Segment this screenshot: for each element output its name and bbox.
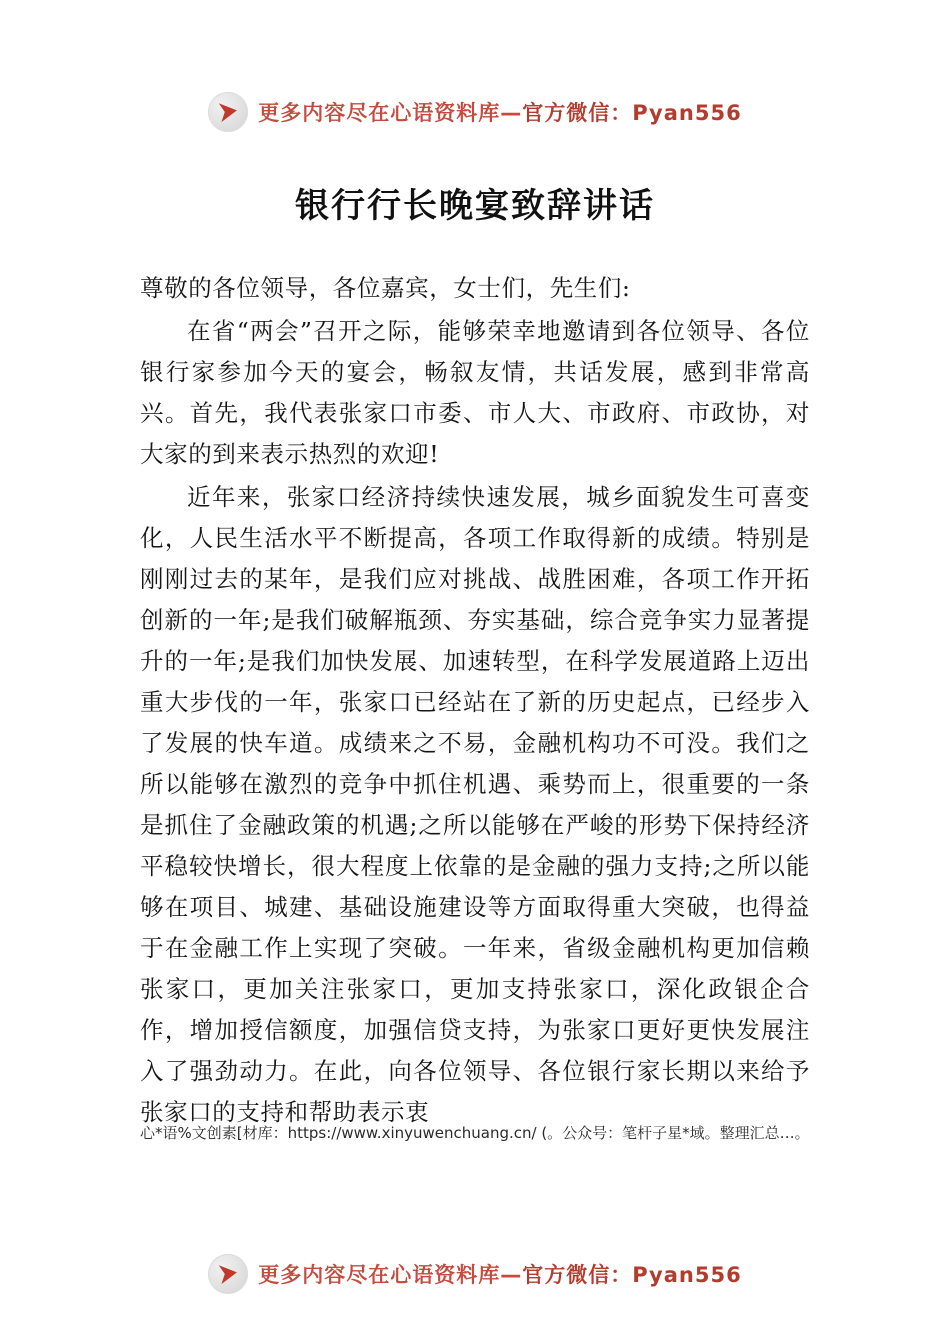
paragraph-welcome: 在省“两会”召开之际，能够荣幸地邀请到各位领导、各位银行家参加今天的宴会，畅叙友情，共话发展，感到非常高兴。首先，我代表张家口市委、市人大、市政府、市政协，对大家的到来表示热烈的欢迎! bbox=[140, 317, 810, 468]
watermark-sub-label: 官方微信：Pyan556 bbox=[522, 101, 742, 125]
paragraph-development: 近年来，张家口经济持续快速发展，城乡面貌发生可喜变化，人民生活水平不断提高，各项工作取得新的成绩。特别是刚刚过去的某年，是我们应对挑战、战胜困难，各项工作开拓创新的一年;是我们破解瓶颈、夯实基础，综合竞争实力显著提升的一年;是我们加快发展、加速转型，在科学发展道路上迈出重大步伐的一年，张家口已经站在了新的历史起点，已经步入了发展的快车道。成绩来之不易，金融机构功不可没。我们之所以能够在激烈的竞争中抓住机遇、乘势而上，很重要的一条是抓住了金融政策的机遇;之所以能够在严峻的形势下保持经济平稳较快增长，很大程度上依靠的是金融的强力支持;之所以能够在项目、城建、基础设施建设等方面取得重大突破，也得益于在金融工作上实现了突破。一年来，省级金融机构更加信赖张家口，更加关注张家口，更加支持张家口，深化政银企合作，增加授信额度，加强信贷支持，为张家口更好更快发展注入了强劲动力。在此，向各位领导、各位银行家长期以来给予张家口的支持和帮助表示衷 bbox=[140, 483, 810, 1126]
page-title: 银行行长晚宴致辞讲话 bbox=[295, 186, 655, 226]
xinyu-logo-icon bbox=[208, 92, 248, 132]
source-note: 心*语%文创素[材库：https://www.xinyuwenchuang.cn/ (。公众号：笔杆子星*域。整理汇总…。 bbox=[140, 1124, 810, 1142]
watermark-bottom-text bbox=[258, 1259, 741, 1289]
watermark-main-label: 更多内容尽在心语资料库— bbox=[258, 101, 523, 125]
document-body bbox=[140, 268, 810, 1135]
watermark-top-text bbox=[258, 97, 741, 127]
watermark-sub-label: 官方微信：Pyan556 bbox=[522, 1263, 742, 1287]
xinyu-logo-icon bbox=[208, 1254, 248, 1294]
watermark-bottom bbox=[0, 1254, 950, 1294]
paragraph-salutation: 尊敬的各位领导，各位嘉宾，女士们，先生们: bbox=[140, 274, 631, 302]
watermark-main-label: 更多内容尽在心语资料库— bbox=[258, 1263, 523, 1287]
watermark-top bbox=[0, 92, 950, 132]
